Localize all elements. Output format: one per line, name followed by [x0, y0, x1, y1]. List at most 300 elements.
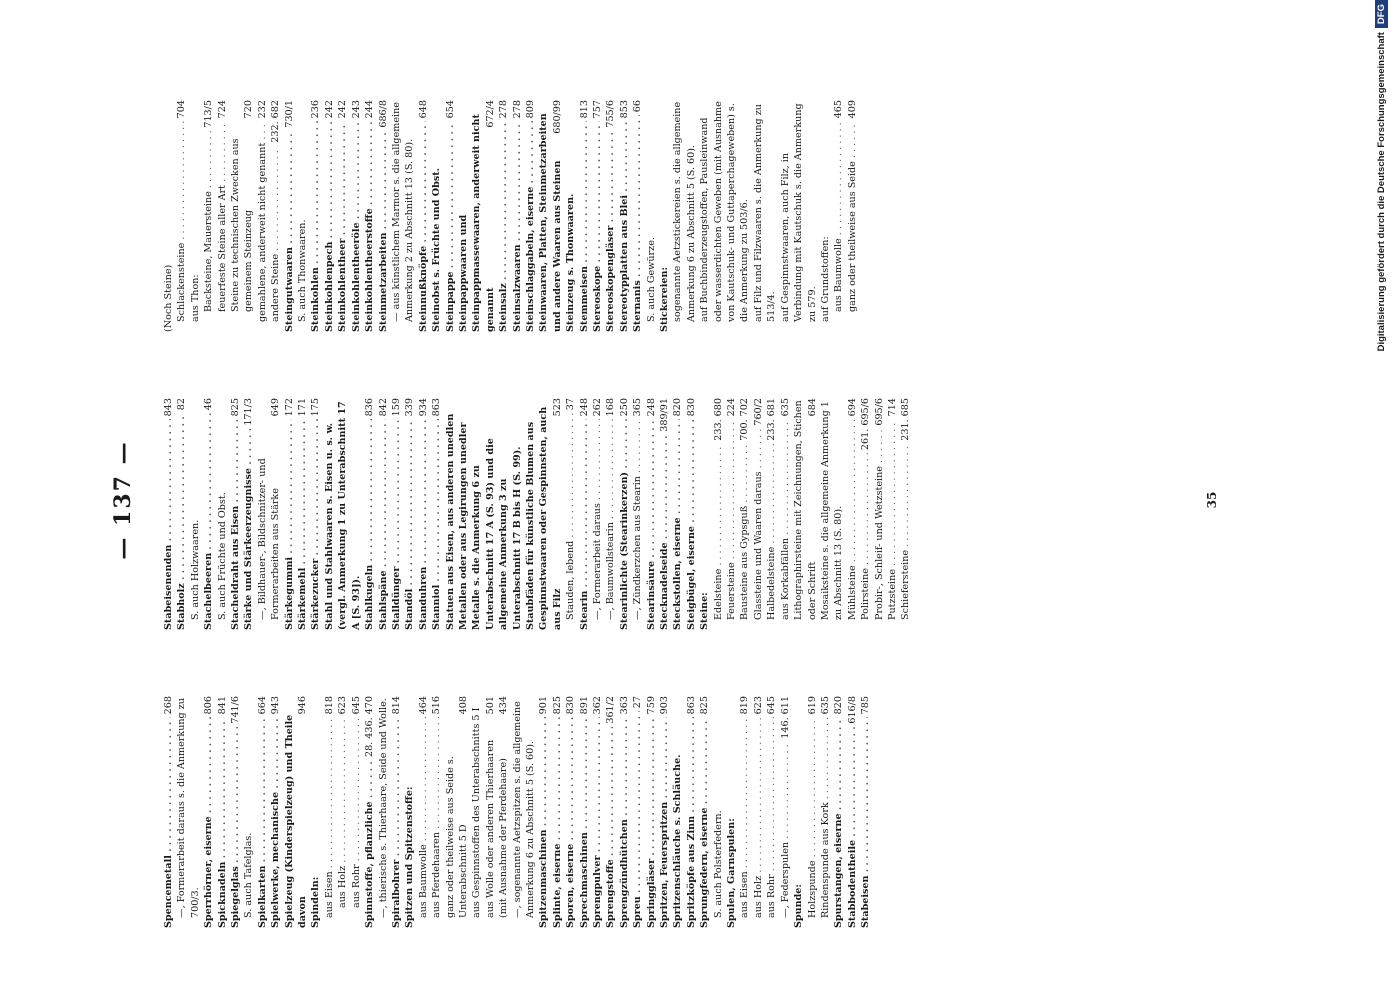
index-entry [578, 100, 591, 332]
entry-number: 760/2 [752, 398, 764, 426]
entry-term: aus Gespinnstoffen des Unterabschnitts 5 I [471, 707, 483, 918]
index-entry [551, 696, 564, 928]
index-entry [377, 100, 390, 332]
footer-text: Digitalisierung gefördert durch die Deutsche Forschungsgemeinschaft [1376, 32, 1387, 352]
entry-number: 46 [203, 398, 215, 411]
entry-number: 66 [632, 100, 644, 113]
entry-term: Stearin . . . [578, 419, 591, 630]
entry-term: Spitzenmaschinen . . . [537, 717, 550, 928]
index-entry [752, 100, 779, 332]
entry-term: Steinkohlentheeröle . . . [350, 121, 363, 332]
entry-number: 231. 685 [900, 398, 912, 441]
entry-term: Stahlkugeln . . . [363, 419, 376, 630]
entry-term: Spiegelglas . . . [229, 727, 242, 928]
entry-number: 820 [672, 398, 684, 417]
index-entry [216, 398, 229, 630]
entry-number: 465 [833, 100, 845, 119]
entry-term: S. auch Tafelglas. [243, 832, 255, 918]
entry-term: auf Grundstoffen: [819, 236, 831, 322]
entry-number: 362 [592, 696, 603, 715]
entry-number: 714 [886, 398, 898, 417]
entry-number: 389/91 [659, 398, 671, 432]
entry-number: 365 [632, 398, 644, 417]
index-entry [819, 696, 832, 928]
entry-number: 842 [377, 398, 389, 417]
entry-term: Spencemetall . . . [162, 717, 175, 928]
entry-number: 619 [806, 696, 818, 715]
entry-number: 37 [565, 398, 577, 411]
entry-term: Stauden, lebend . . . [564, 413, 577, 620]
entry-term: Steingutwaaren . . . [283, 131, 296, 332]
entry-term: Statuen aus Eisen, aus anderen unedlen Metallen oder aus Legirungen unedler Metalle s. die Anmerkung 6 zu Unterabschnitt 17 A (S. 93) und die allgemeine Anmerkung 3 zu Unterabschnitt 17 B bis H (S. 99). [444, 413, 523, 630]
index-entry [377, 696, 390, 928]
entry-term: —, sogenannte Aetzspitzen s. die allgemeine Anmerkung 6 zu Abschnitt 5 (S. 60). [511, 701, 536, 918]
index-entry [242, 696, 255, 928]
entry-term: aus Korkabfällen . . . [779, 419, 792, 620]
index-entry [752, 398, 765, 630]
index-entry [564, 696, 577, 928]
index-entry [323, 100, 336, 332]
entry-term: Steckstollen, eiserne . . . [671, 419, 684, 630]
index-entry [417, 398, 430, 630]
entry-number: 248 [645, 398, 657, 417]
index-entry [269, 696, 282, 928]
entry-term: S. auch Holzwaaren. [189, 519, 201, 620]
entry-number: 853 [618, 100, 630, 119]
index-entry [363, 100, 376, 332]
index-entry [470, 696, 496, 928]
entry-term: Sporen, eiserne . . . [564, 717, 577, 928]
entry-term: Putzsteine . . . [886, 419, 899, 620]
entry-term: Stemmeisen . . . [578, 121, 591, 332]
entry-term: Sprengzündhütchen . . . [618, 717, 631, 928]
index-entry [725, 398, 738, 630]
entry-term: Spurstangen, eiserne . . . [832, 717, 845, 928]
entry-term: Spiralbohrer . . . [390, 717, 403, 928]
index-entry [524, 100, 537, 332]
index-entry [886, 398, 899, 630]
entry-term: Stabeisen . . . [859, 717, 872, 928]
entry-term: —, Formerarbeit daraus . . . [591, 419, 604, 620]
entry-term: Mosaiksteine s. die allgemeine Anmerkung 1 zu Abschnitt 13 (S. 80). [819, 401, 845, 620]
index-entry [403, 398, 416, 630]
entry-number: 268 [163, 696, 174, 715]
entry-term: Springgläser . . . [645, 717, 658, 928]
entry-term: S. auch Früchte und Obst. [216, 492, 228, 620]
entry-term: Sternanis . . . [631, 115, 644, 332]
entry-number: 891 [578, 696, 590, 715]
index-entry [336, 100, 349, 332]
entry-term: Steinkohlenpech . . . [323, 121, 336, 332]
entry-term: Stereoskope . . . [591, 121, 604, 332]
entry-term: Sperrhörner, eiserne . . . [202, 717, 215, 928]
index-entry [417, 100, 430, 332]
entry-number: 785 [860, 696, 872, 715]
entry-term: Steinkohlentheer . . . [336, 121, 349, 332]
index-entry [162, 398, 175, 630]
entry-number: 168 [605, 398, 617, 417]
entry-number: 278 [511, 100, 523, 119]
entry-number: 278 [498, 100, 510, 119]
entry-term: Spritzenschläuche s. Schläuche. [672, 754, 684, 928]
entry-number: 242 [337, 100, 349, 119]
entry-term: Steinkohlen . . . [309, 121, 322, 332]
entry-number: 730/1 [283, 100, 295, 128]
entry-term: Stanniol . . . [430, 419, 443, 630]
index-entry [698, 100, 752, 332]
index-entry [792, 696, 805, 928]
index-entry [537, 100, 564, 332]
entry-term: Stachelbeeren . . . [202, 413, 215, 630]
index-entry [457, 100, 497, 332]
entry-term: Staubfäden für künstliche Blumen aus Gespinnstwaaren oder Gespinnsten, auch aus Filz [524, 406, 563, 630]
entry-term: Stecknadelseide . . . [658, 435, 671, 630]
index-entry [792, 398, 819, 630]
index-entry [363, 398, 376, 630]
entry-term: Stabeisenenden . . . [162, 419, 175, 630]
index-entry [296, 398, 309, 630]
entry-number: 250 [618, 398, 630, 417]
entry-term: Edelsteine . . . [712, 444, 725, 620]
index-entry [283, 398, 296, 630]
entry-term: Steinschlaggabeln, eiserne . . . [524, 121, 537, 332]
entry-term: Splinte, eiserne . . . [551, 717, 564, 928]
index-entry [403, 696, 416, 928]
index-entry [618, 100, 631, 332]
entry-term: Stearinlichte (Stearinkerzen) . . . [618, 419, 631, 630]
entry-number: 757 [592, 100, 603, 119]
entry-term: Spicknadeln . . . [216, 717, 229, 928]
entry-term: aus Pferdehaaren . . . [430, 717, 443, 918]
entry-number: 523 [551, 398, 563, 417]
entry-term: Stalldünger . . . [390, 419, 403, 630]
index-entry [631, 696, 644, 928]
entry-term: Steinobst s. Früchte und Obst. [431, 167, 443, 332]
entry-number: 172 [283, 398, 295, 417]
entry-term: Backsteine, Mauersteine . . . [202, 131, 215, 312]
entry-number: 755/6 [605, 100, 617, 128]
entry-term: —, thierische s. Thierhaare, Seide und Wolle. [377, 698, 389, 918]
index-entry [202, 696, 215, 928]
index-entry [256, 696, 269, 928]
entry-term: Steinkohlentheerstoffe . . . [363, 121, 376, 332]
entry-number: 408 [457, 696, 469, 715]
entry-number: 262 [592, 398, 603, 417]
index-entry [779, 398, 792, 630]
index-entry [309, 100, 322, 332]
entry-term: Steinmetzarbeiten . . . [377, 131, 390, 332]
index-entry [604, 100, 617, 332]
index-entry [323, 398, 363, 630]
entry-term: Schiefersteine . . . [899, 444, 912, 620]
index-entry [604, 696, 617, 928]
index-entry [738, 696, 751, 928]
index-entry [832, 100, 845, 332]
index-entry [685, 398, 698, 630]
index-entry [578, 696, 591, 928]
index-entry [175, 696, 202, 928]
entry-number: 830 [565, 696, 577, 715]
index-entry [162, 100, 175, 332]
index-entry [511, 100, 524, 332]
index-entry [752, 696, 765, 928]
entry-term: aus Eisen . . . [738, 717, 751, 918]
entry-term: Rindenspunde aus Kork . . . [819, 717, 832, 918]
entry-number: 361/2 [605, 696, 617, 724]
entry-number: 830 [685, 398, 697, 417]
entry-term: aus Rohr . . . [350, 717, 363, 908]
index-entry [618, 398, 631, 630]
index-entry [430, 100, 443, 332]
index-entry [604, 398, 617, 630]
index-entry [591, 398, 604, 630]
index-entry [162, 696, 175, 928]
index-entry [377, 398, 390, 630]
entry-term: —, Federspulen . . . [779, 742, 792, 918]
entry-number: 171 [297, 398, 309, 417]
entry-term: sogenannte Aetzstickereien s. die allgemeine Anmerkung 6 zu Abschnitt 5 (S. 60). [672, 101, 697, 322]
index-entry [846, 696, 859, 928]
entry-term: Spunde: [793, 884, 805, 928]
entry-term: Stabholz . . . [175, 413, 188, 630]
entry-number: 635 [819, 696, 831, 715]
entry-term: —, Baumwollstearin . . . [604, 419, 617, 620]
entry-term: Holzspunde . . . [806, 717, 819, 918]
entry-term: aus Rohr . . . [765, 717, 778, 918]
index-entry [202, 100, 215, 332]
index-entry [350, 100, 363, 332]
index-entry [819, 398, 846, 630]
funding-footer [1375, 0, 1388, 1000]
entry-term: ganz oder theilweise aus Seide s. Unterabschnitt 5 D [444, 756, 469, 918]
index-entry [765, 696, 778, 928]
entry-number: 806 [203, 696, 215, 715]
index-entry [309, 696, 322, 928]
entry-term: Steine zu technischen Zwecken aus gemeinem Steinzeug [230, 138, 255, 312]
entry-number: 244 [364, 100, 376, 119]
index-entry [846, 398, 859, 630]
entry-number: 649 [270, 398, 282, 417]
page-header: — 137 — [110, 440, 136, 560]
entry-term: aus Baumwolle . . . [832, 121, 845, 312]
index-entry [645, 398, 658, 630]
index-entry [873, 398, 886, 630]
entry-term: Steinpappwaaren und Steinpappmassewaaren, anderweit nicht genannt [457, 114, 496, 332]
index-entry [658, 696, 671, 928]
entry-term: Stacheldraht aus Eisen . . . [229, 419, 242, 630]
entry-number: 648 [417, 100, 429, 119]
index-entry [819, 100, 832, 332]
entry-number: 224 [726, 398, 738, 417]
entry-number: 695/6 [873, 398, 885, 426]
entry-number: 759 [645, 696, 657, 715]
dfg-logo: DFG [1375, 0, 1388, 28]
entry-term: Stereotypplatten aus Blei . . . [618, 121, 631, 332]
entry-term: Sprungfedern, eiserne . . . [698, 717, 711, 928]
entry-term: Steinnußknöpfe . . . [417, 121, 430, 332]
entry-number: 825 [699, 696, 711, 715]
entry-number: 843 [163, 398, 174, 417]
entry-number: 616/8 [846, 696, 858, 724]
page-number: 35 [1205, 491, 1219, 509]
index-entry [524, 398, 564, 630]
entry-term: Steinsalzwaaren . . . [511, 121, 524, 332]
entry-term: Stahl und Stahlwaaren s. Eisen u. s. w. (vergl. Anmerkung 1 zu Unterabschnitt 17 A [S. 93]). [323, 401, 362, 630]
entry-number: 28. 436. 470 [364, 696, 376, 758]
entry-term: Spritzköpfe aus Zinn . . . [685, 717, 698, 928]
index-entry [390, 398, 403, 630]
index-entry [671, 100, 698, 332]
index-entry [497, 100, 510, 332]
entry-number: 700. 702 [739, 398, 751, 441]
index-entry [189, 100, 202, 332]
entry-term: Spielwerke, mechanische . . . [269, 717, 282, 928]
entry-number: 261. 695/6 [860, 398, 872, 451]
index-entry [725, 696, 738, 928]
index-entry [229, 696, 242, 928]
entry-term: Sprengpulver . . . [591, 717, 604, 928]
entry-term: Spitzen und Spitzenstoffe: [404, 786, 416, 928]
entry-number: 434 [498, 696, 510, 715]
entry-term: auf Buchbinderzeugstoffen, Pausleinwand oder wasserdichten Geweben (mit Ausnahme von Kautschuk- und Guttaperchageweben) s. die Anmerkung zu 503/6. [699, 101, 751, 322]
index-entry [832, 696, 845, 928]
entry-term: Stärkemehl . . . [296, 419, 309, 630]
entry-term: —, Zündkerzchen aus Stearin . . . [631, 419, 644, 620]
entry-term: Standuhren . . . [417, 419, 430, 630]
entry-number: 175 [310, 398, 322, 417]
entry-term: andere Steine . . . [269, 146, 282, 322]
index-entry [242, 398, 255, 630]
index-entry [645, 696, 658, 928]
entry-number: 704 [176, 100, 188, 119]
index-entry [685, 696, 698, 928]
entry-term: —, Bildhauer-, Bildschnitzer- und Formerarbeiten aus Stärke [256, 458, 282, 620]
entry-term: Sprengstoffe . . . [604, 727, 617, 928]
index-entry [899, 398, 912, 630]
entry-term: S. auch Polsterfedern. [712, 810, 724, 918]
entry-number: 836 [364, 398, 376, 417]
entry-number: 863 [431, 398, 443, 417]
entry-term: auf Filz und Filzwaaren s. die Anmerkung zu 513/4. [752, 104, 778, 322]
index-entry [859, 696, 872, 928]
entry-term: Spinnstoffe, pflanzliche . . . [363, 760, 376, 928]
entry-term: Spritzen, Feuerspritzen . . . [658, 717, 671, 928]
index-entry [417, 696, 430, 928]
entry-term: Halbedelsteine . . . [765, 444, 778, 620]
entry-term: Steinpappe . . . [444, 121, 457, 332]
entry-term: Glassteine und Waaren daraus . . . [752, 429, 765, 620]
entry-term: Spielzeug (Kinderspielzeug) und Theile davon [283, 714, 309, 928]
entry-number: 741/6 [230, 696, 242, 724]
index-entry [444, 398, 524, 630]
index-entry [779, 696, 792, 928]
entry-number: 720 [243, 100, 255, 119]
entry-number: 654 [444, 100, 456, 119]
entry-number: 645 [350, 696, 362, 715]
index-entry [175, 398, 188, 630]
entry-number: 680/99 [551, 100, 563, 134]
index-entry [363, 696, 376, 928]
entry-term: Bausteine aus Gypsguß . . . [738, 444, 751, 620]
index-entry [309, 398, 322, 630]
entry-number: 409 [846, 100, 858, 119]
entry-term: Lithographirsteine mit Zeichnungen, Stichen oder Schrift [793, 400, 818, 620]
entry-term: Stearinsäure . . . [645, 419, 658, 630]
index-entry [175, 100, 188, 332]
entry-number: 635 [779, 398, 791, 417]
index-entry [671, 696, 684, 928]
entry-term: Sprechmaschinen . . . [578, 717, 591, 928]
index-entry [484, 696, 511, 928]
entry-term: Stereoskopengläser . . . [604, 131, 617, 332]
index-entry [779, 100, 819, 332]
entry-number: 236 [310, 100, 322, 119]
index-entry [846, 100, 859, 332]
index-column-3 [162, 100, 859, 332]
index-entry [698, 398, 711, 630]
entry-term: Steigbügel, eiserne . . . [685, 419, 698, 630]
entry-number: 724 [216, 100, 228, 119]
index-entry [189, 398, 202, 630]
entry-term: Spulen, Garnspulen: [726, 818, 738, 928]
index-entry [591, 696, 604, 928]
index-entry [578, 398, 591, 630]
entry-number: 501 [484, 696, 496, 715]
index-entry [631, 398, 644, 630]
entry-number: 672/4 [484, 100, 496, 128]
entry-number: 623 [752, 696, 764, 715]
index-column-1 [162, 696, 873, 928]
index-entry [390, 100, 417, 332]
index-entry [631, 100, 644, 332]
index-entry [765, 398, 778, 630]
index-entry [537, 696, 550, 928]
entry-number: 233. 681 [766, 398, 778, 441]
entry-number: 841 [216, 696, 228, 715]
index-entry [216, 100, 229, 332]
index-entry [350, 696, 363, 928]
entry-number: 27 [632, 696, 644, 709]
index-entry [618, 696, 631, 928]
entry-term: gemahlene, anderweit nicht genannt . . . [256, 121, 269, 322]
entry-number: 946 [297, 696, 309, 715]
entry-number: 825 [230, 398, 242, 417]
entry-term: — aus künstlichem Marmor s. die allgemeine Anmerkung 2 zu Abschnitt 13 (S. 80). [390, 102, 416, 322]
entry-term: Spreu . . . [631, 711, 644, 928]
entry-number: 901 [538, 696, 550, 715]
entry-term: Polirsteine . . . [859, 453, 872, 620]
entry-term: Spindeln: [310, 876, 322, 928]
entry-term: aus Eisen . . . [323, 717, 336, 918]
entry-number: 813 [578, 100, 590, 119]
index-entry [216, 696, 229, 928]
entry-number: 825 [551, 696, 563, 715]
index-entry [202, 398, 215, 630]
entry-number: 645 [766, 696, 778, 715]
entry-term: Schlackensteine . . . [175, 121, 188, 322]
entry-term: (Noch Steine) [163, 264, 174, 332]
entry-term: Steine: [699, 592, 711, 630]
index-entry [859, 398, 872, 630]
index-entry [806, 696, 819, 928]
entry-number: 242 [323, 100, 335, 119]
entry-number: 233. 680 [712, 398, 724, 441]
entry-term: Stickereien: [659, 266, 671, 332]
index-entry [229, 398, 242, 630]
entry-number: 820 [833, 696, 845, 715]
entry-term: Stabbodentheile . . . [846, 727, 859, 928]
entry-number: 516 [431, 696, 443, 715]
